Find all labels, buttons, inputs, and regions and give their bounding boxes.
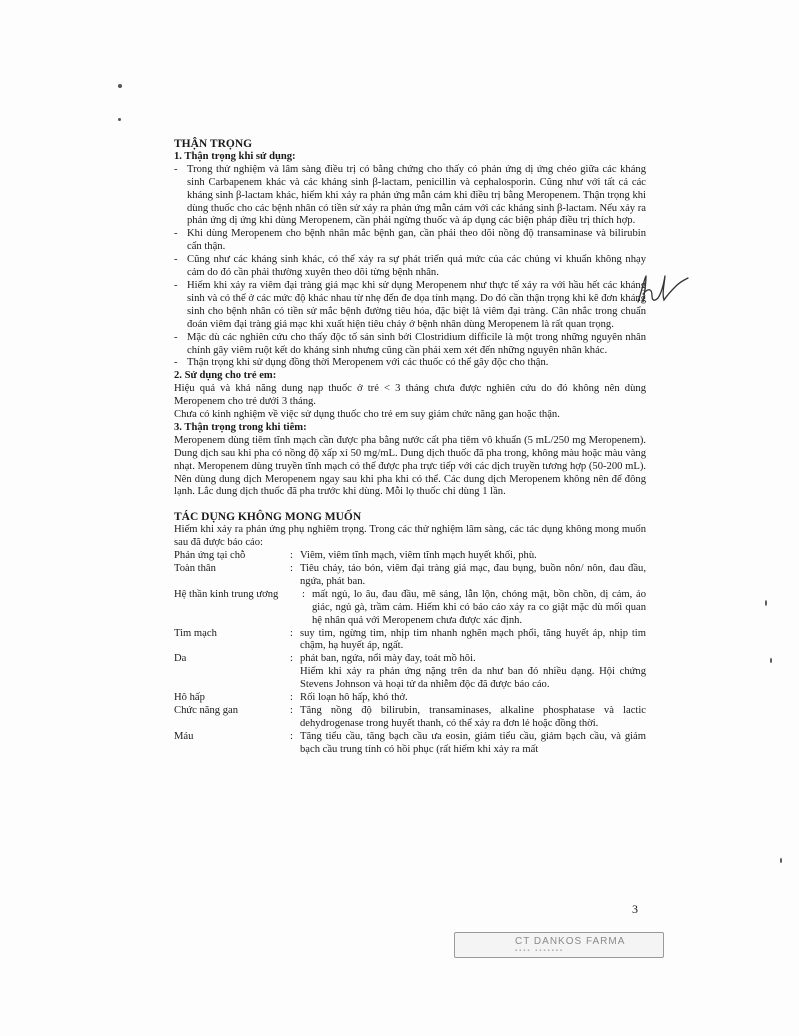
effect-row: Máu : Tăng tiểu cầu, tăng bạch cầu ưa eosin, giảm tiểu cầu, giảm bạch cầu, và giảm bạch cầu trung tính có hồi phục (rất hiếm khi xảy ra mất [174, 730, 646, 755]
bullet-item: - Hiếm khi xảy ra viêm đại tràng giả mạc khi sử dụng Meropenem như thực tế xảy ra với hầu hết các kháng sinh và có thể ở các mức độ khác nhau từ nhẹ đến đe dọa tính mạng. Do đó cần thận trọng khi kê đơn kháng sinh cho bệnh nhân có tiền sử mắc bệnh đường tiêu hóa, đặc biệt là viêm đại tràng. Cân nhắc trong chuẩn đoán viêm đại tràng giả mạc khi xuất hiện tiêu chảy ở bệnh nhân dùng Meropenem là rất quan trọng. [174, 280, 646, 332]
bullet-item: - Cũng như các kháng sinh khác, có thể xảy ra sự phát triển quá mức của các chủng vi khuẩn không nhạy cảm do đó cần phải thường xuyên theo dõi từng bệnh nhân. [174, 254, 646, 280]
effect-row: Hệ thần kinh trung ương : mất ngủ, lo âu, đau đầu, mê sảng, lẫn lộn, chóng mặt, bồn chồn, dị cảm, ảo giác, ngủ gà, trầm cảm. Hiếm khi có báo cáo xảy ra co giật mặc dù mối quan hệ nhân quả với Meropenem chưa được xác định. [174, 588, 646, 626]
subheading-usage-precautions: 1. Thận trọng khi sử dụng: [174, 150, 296, 162]
document-body [174, 138, 646, 757]
scan-speck [780, 858, 782, 863]
effect-value: mất ngủ, lo âu, đau đầu, mê sảng, lẫn lộn, chóng mặt, bồn chồn, dị cảm, ảo giác, ngủ gà, trầm cảm. Hiếm khi có báo cáo xảy ra co giật mặc dù mối quan hệ nhân quả với Meropenem chưa được xác định. [312, 588, 646, 626]
effect-row: Chức năng gan : Tăng nồng độ bilirubin, transaminases, alkaline phosphatase và lactic dehydrogenase trong huyết thanh, có thể xảy ra đơn lẻ hoặc đồng thời. [174, 704, 646, 729]
handwritten-signature [634, 272, 690, 306]
effect-label: Tim mạch [174, 627, 217, 639]
scan-speck [770, 658, 772, 663]
effect-value-line: phát ban, ngứa, nổi mày đay, toát mồ hôi. [300, 653, 476, 665]
paragraph: Chưa có kinh nghiệm về việc sử dụng thuốc cho trẻ em suy giảm chức năng gan hoặc thận. [174, 409, 560, 421]
company-stamp [454, 932, 664, 958]
section-title-adverse-effects: TÁC DỤNG KHÔNG MONG MUỐN [174, 511, 362, 524]
bullet-item: - Mặc dù các nghiên cứu cho thấy độc tố sản sinh bởi Clostridium difficile là một trong những nguyên nhân chính gây viêm ruột kết do kháng sinh nhưng cũng cần phải xem xét đến những nguyên nhân khác. [174, 332, 646, 358]
scan-speck [118, 118, 121, 121]
effect-value [300, 653, 646, 692]
effect-value-line: Hiếm khi xảy ra phản ứng nặng trên da như ban đỏ nhiều dạng. Hội chứng Stevens Johnson và hoại tử da nhiễm độc đã được báo cáo. [300, 666, 646, 691]
subheading-injection: 3. Thận trọng trong khi tiêm: [174, 421, 307, 433]
effect-row: Toàn thân : Tiêu chảy, táo bón, viêm đại tràng giả mạc, đau bụng, buồn nôn/ nôn, đau đầu, ngứa, phát ban. [174, 563, 646, 587]
effect-label: Máu [174, 730, 194, 742]
bullet-item: - Trong thử nghiệm và lâm sàng điều trị có bằng chứng cho thấy có phản ứng dị ứng chéo giữa các kháng sinh Carbapenem khác và các kháng sinh β-lactam, penicillin và cephalosporin. Cũng như với tất cả các kháng sinh β-lactam khác, hiếm khi xảy ra phản ứng mẫn cảm khi điều trị bằng Meropenem. Thận trọng khi dùng thuốc cho các bệnh nhân có tiền sử xảy ra phản ứng mẫn cảm với các kháng sinh β-lactam. Nếu xảy ra phản ứng dị ứng khi dùng Meropenem, cần phải ngừng thuốc và áp dụng các biện pháp điều trị thích hợp. [174, 164, 646, 229]
stamp-subtext: ▪▪▪▪ ▪▪▪▪▪▪▪ [515, 948, 565, 954]
effect-label: Chức năng gan [174, 704, 238, 716]
effect-label: Phản ứng tại chỗ [174, 550, 246, 562]
paragraph: Hiệu quả và khả năng dung nạp thuốc ở trẻ < 3 tháng chưa được nghiên cứu do đó không nên dùng Meropenem cho trẻ dưới 3 tháng. [174, 383, 646, 408]
scan-speck [765, 600, 767, 606]
effect-row: Hô hấp : Rối loạn hô hấp, khó thở. [174, 692, 646, 705]
scan-speck [118, 84, 122, 88]
effect-label: Hệ thần kinh trung ương [174, 588, 279, 600]
effect-value: Rối loạn hô hấp, khó thở. [300, 692, 408, 704]
effect-value: Tăng tiểu cầu, tăng bạch cầu ưa eosin, giảm tiểu cầu, giảm bạch cầu, và giảm bạch cầu trung tính có hồi phục (rất hiếm khi xảy ra mất [300, 730, 646, 755]
page-number: 3 [632, 902, 638, 916]
bullet-item: - Khi dùng Meropenem cho bệnh nhân mắc bệnh gan, cần phải theo dõi nồng độ transaminase và bilirubin cẩn thận. [174, 228, 646, 254]
effect-label: Da [174, 653, 187, 665]
effect-label: Toàn thân [174, 563, 216, 574]
paragraph: Hiếm khi xảy ra phản ứng phụ nghiêm trọng. Trong các thử nghiệm lâm sàng, các tác dụng không mong muốn sau đã được báo cáo: [174, 524, 646, 549]
effect-value: Tăng nồng độ bilirubin, transaminases, alkaline phosphatase và lactic dehydrogenase trong huyết thanh, có thể xảy ra đơn lẻ hoặc đồng thời. [300, 704, 646, 729]
paragraph: Meropenem dùng tiêm tĩnh mạch cần được pha bằng nước cất pha tiêm vô khuẩn (5 mL/250 mg Meropenem). Dung dịch sau khi pha có nồng độ xấp xỉ 50 mg/mL. Dung dịch thuốc đã pha trong, không màu hoặc màu vàng nhạt. Meropenem dùng truyền tĩnh mạch có thể được pha trực tiếp với các dịch truyền tương hợp (50-200 mL). Nên dùng dung dịch Meropenem ngay sau khi pha khi có thể. Các dung dịch Meropenem không nên để đông lạnh. Lắc dung dịch thuốc đã pha trước khi dùng. Mỗi lọ thuốc chỉ dùng 1 lần. [174, 434, 646, 498]
effect-row: Phản ứng tại chỗ : Viêm, viêm tĩnh mạch, viêm tĩnh mạch huyết khối, phù. [174, 550, 646, 563]
effect-label: Hô hấp [174, 692, 205, 704]
effect-row: Tim mạch : suy tim, ngừng tim, nhịp tim nhanh nghẽn mạch phổi, tăng huyết áp, nhịp tim chậm, hạ huyết áp, ngất. [174, 627, 646, 652]
bullet-item: - Thận trọng khi sử dụng đồng thời Meropenem với các thuốc có thể gây độc cho thận. [174, 357, 646, 370]
stamp-text: CT DANKOS FARMA [515, 936, 626, 947]
effect-value: Tiêu chảy, táo bón, viêm đại tràng giả mạc, đau bụng, buồn nôn/ nôn, đau đầu, ngứa, phát ban. [300, 563, 646, 587]
effect-row: Da : phát ban, ngứa, nổi mày đay, toát mồ hôi. Hiếm khi xảy ra phản ứng nặng trên da như ban đỏ nhiều dạng. Hội chứng Stevens Johnson và hoại tử da nhiễm độc đã được báo cáo. [174, 653, 646, 691]
effect-value: suy tim, ngừng tim, nhịp tim nhanh nghẽn mạch phổi, tăng huyết áp, nhịp tim chậm, hạ huyết áp, ngất. [300, 627, 646, 652]
section-title-precautions: THẬN TRỌNG [174, 138, 253, 150]
effect-value: Viêm, viêm tĩnh mạch, viêm tĩnh mạch huyết khối, phù. [300, 550, 537, 562]
subheading-children: 2. Sử dụng cho trẻ em: [174, 370, 277, 382]
